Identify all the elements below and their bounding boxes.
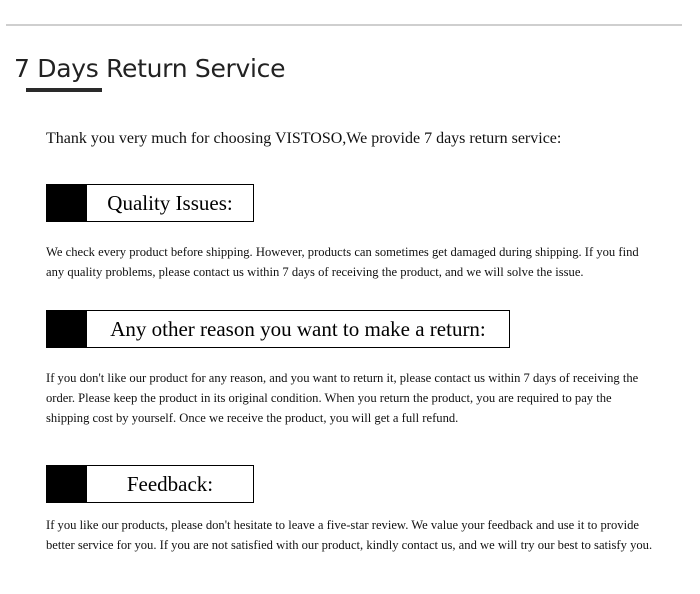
quality-issues-text: We check every product before shipping. However, products can sometimes get damaged during shipping. If you find any quality problems, please contact us within 7 days of receiving the product, and we will solve the issue. <box>46 245 639 279</box>
header-black-block <box>47 185 87 221</box>
top-divider <box>6 24 682 26</box>
page-title: 7 Days Return Service <box>14 54 286 83</box>
feedback-text: If you like our products, please don't hesitate to leave a five-star review. We value your feedback and use it to provide better service for you. If you are not satisfied with our product, kindly contact us, and we will try our best to satisfy you. <box>46 518 653 552</box>
feedback-heading: Feedback: <box>126 471 214 496</box>
feedback-header <box>46 465 254 503</box>
header-black-block <box>47 466 87 502</box>
title-underline <box>26 88 102 92</box>
other-reason-text: If you don't like our product for any reason, and you want to return it, please contact us within 7 days of receiving the order. Please keep the product in its original condition. When you return the product, you are required to pay the shipping cost by yourself. Once we receive the product, you will get a full refund. <box>46 371 639 425</box>
quality-issues-heading: Quality Issues: <box>107 190 233 215</box>
other-reason-heading: Any other reason you want to make a return: <box>110 316 486 341</box>
header-black-block <box>47 311 87 347</box>
other-reason-header <box>46 310 510 348</box>
intro-text: Thank you very much for choosing VISTOSO,We provide 7 days return service: <box>46 130 562 147</box>
quality-issues-header <box>46 184 254 222</box>
